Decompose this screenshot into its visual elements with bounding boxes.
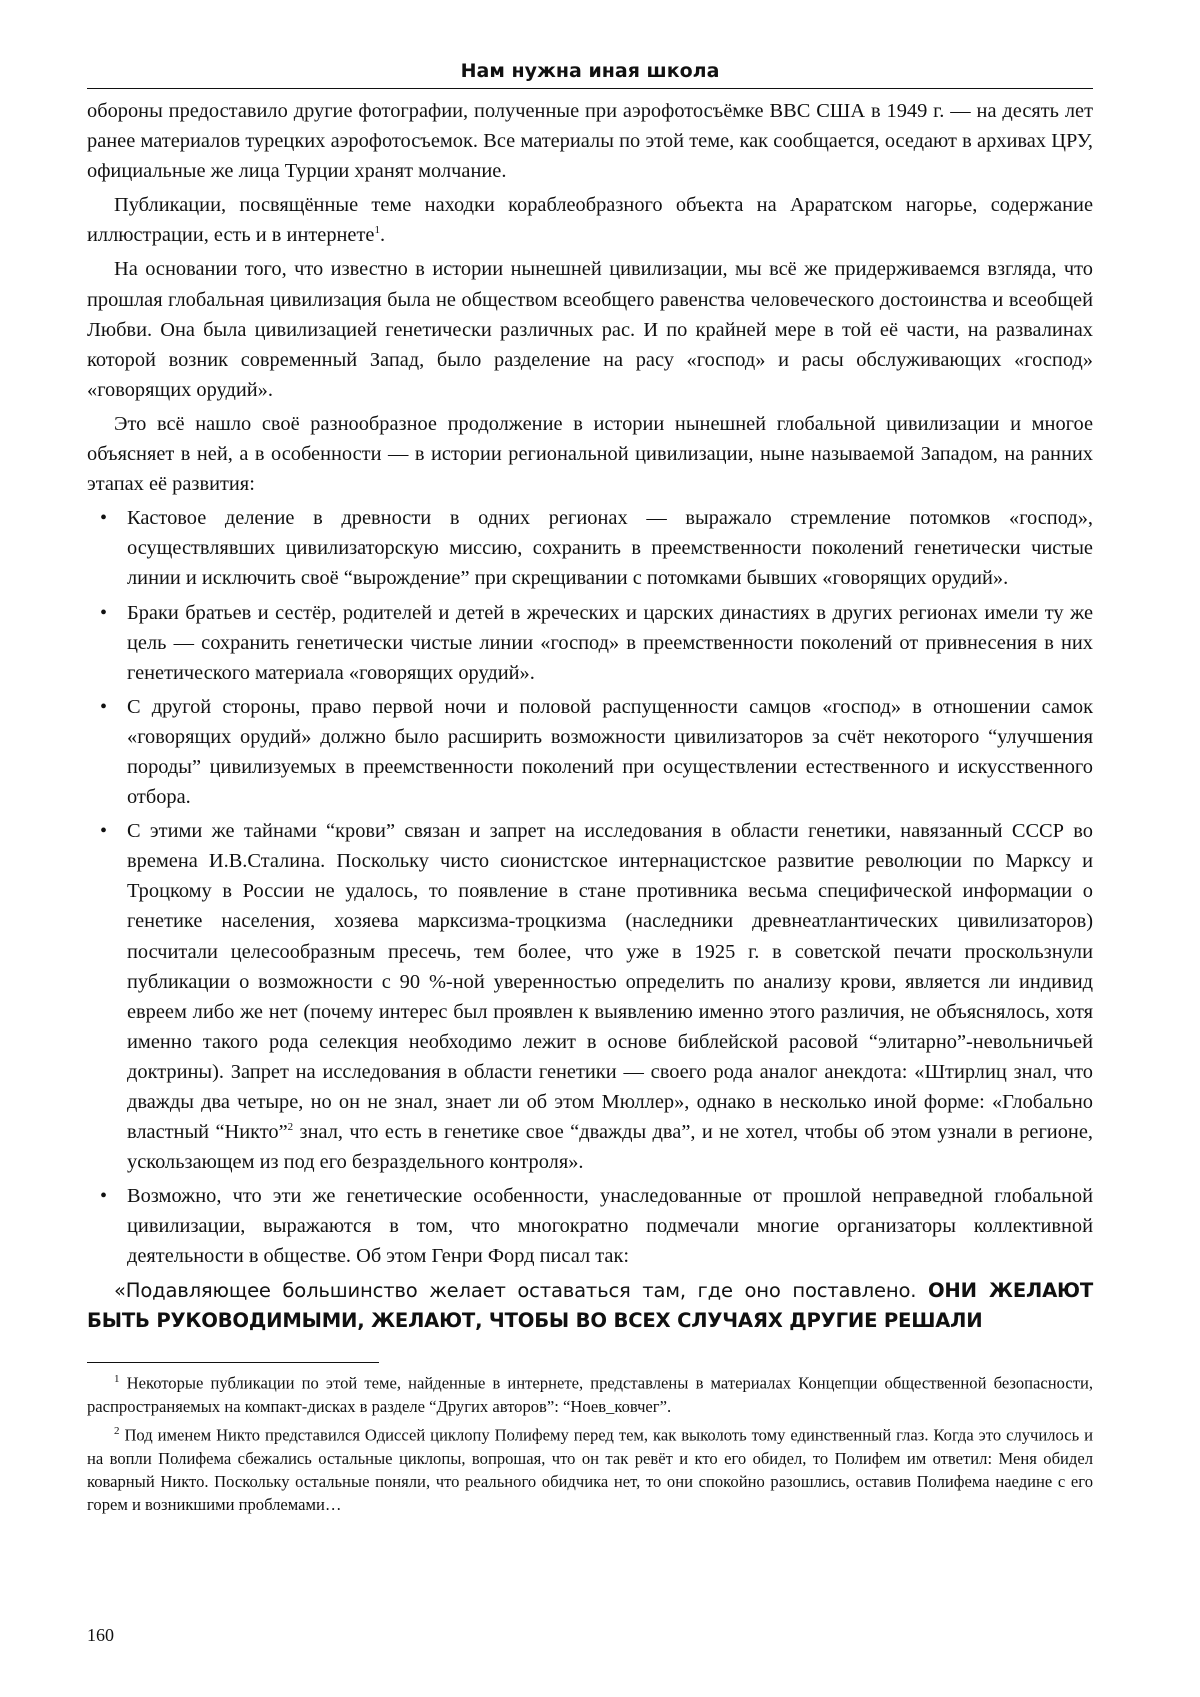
- footnote-rule: [87, 1362, 379, 1363]
- main-text: [87, 96, 1093, 1340]
- list-item-text: Возможно, что эти же генетические особенности, унаследованные от прошлой неправедной глобальной цивилизации, выражаются в том, что многократно подмечали многие организаторы коллективной деятельности в обществе. Об этом Генри Форд писал так:: [127, 1185, 1093, 1268]
- bullet-list: [87, 503, 1093, 1271]
- bullet-icon: •: [100, 601, 108, 624]
- list-item-text: Кастовое деление в древности в одних регионах — выражало стремление потомков «господ», осуществлявших цивилизаторскую миссию, сохранить в преемственности поколений генетически чистые линии и исключить своё “вырождение” при скрещивании с потомками бывших «говорящих орудий».: [127, 507, 1093, 590]
- paragraph: Это всё нашло своё разнообразное продолжение в истории нынешней глобальной цивилизации и многое объясняет в ней, а в особенности — в истории региональной цивилизации, ныне называемой Западом, на ранних этапах её развития:: [87, 412, 1093, 496]
- footnote-ref[interactable]: 1: [374, 224, 380, 237]
- paragraph-text: Публикации, посвящённые теме находки кораблеобразного объекта на Араратском нагорье, содержание иллюстрации, есть и в интернете: [87, 194, 1093, 247]
- footnote-text: Под именем Никто представился Одиссей циклопу Полифему перед тем, как выколоть тому единственный глаз. Когда это случилось и на вопли Полифема сбежались остальные циклопы, вопрошая, что он так ревёт и кто его обидел, то Полифем им ответил: Меня обидел коварный Никто. Поскольку остальные поняли, что реального обидчика нет, то они спокойно разошлись, оставив Полифема наедине с его горем и возникшими проблемами…: [87, 1425, 1093, 1515]
- quotation: [87, 1276, 1093, 1336]
- list-item: [87, 1181, 1093, 1271]
- paragraph: На основании того, что известно в истории нынешней цивилизации, мы всё же придерживаемся взгляда, что прошлая глобальная цивилизация была не обществом всеобщего равенства человеческого достоинства и всеобщей Любви. Она была цивилизацией генетически различных рас. И по крайней мере в той её части, на развалинах которой возник современный Запад, было разделение на расу «господ» и расы обслуживающих «господ» «говорящих орудий».: [87, 258, 1093, 401]
- bullet-icon: •: [100, 695, 108, 718]
- paragraph: Публикации, посвящённые теме находки кораблеобразного объекта на Араратском нагорье, содержание иллюстрации, есть и в интернете$^1$.: [87, 194, 1093, 247]
- paragraph: обороны предоставило другие фотографии, полученные при аэрофотосъёмке ВВС США в 1949 г. — на десять лет ранее материалов турецких аэрофотосъемок. Все материалы по этой теме, как сообщается, оседают в архивах ЦРУ, официальные же лица Турции хранят молчание.: [87, 100, 1093, 183]
- list-item: [87, 598, 1093, 688]
- list-item: [87, 692, 1093, 812]
- list-item: [87, 503, 1093, 593]
- header-rule: [87, 88, 1093, 89]
- footnote-text: Некоторые публикации по этой теме, найденные в интернете, представлены в материалах Концепции общественной безопасности, распространяемых на компакт-дисках в разделе “Других авторов”: “Ноев_ковчег”.: [87, 1373, 1093, 1416]
- footnote-number: 2: [114, 1424, 120, 1437]
- running-header: Нам нужна иная школа: [460, 60, 720, 82]
- page-number: 160: [87, 1625, 114, 1645]
- footnote: [87, 1368, 1093, 1418]
- bullet-icon: •: [100, 1185, 108, 1208]
- list-item-text: С этими же тайнами “крови” связан и запрет на исследования в области генетики, навязанный СССР во времена И.В.Сталина. Поскольку чисто сионистское интернацистское развитие революции по Марксу и Троцкому в России не удалось, то появление в стане противника весьма специфической информации о генетике населения, хозяева марксизма-троцкизма (наследники древнеатлантических цивилизаторов) посчитали целесообразным пресечь, тем более, что уже в 1925 г. в советской печати проскользнули публикации о возможности с 90 %-ной уверенностью определить по анализу крови, является ли индивид евреем либо же нет (почему интерес был проявлен к выявлению именно этого различия, не объяснялось, хотя именно такого рода селекция необходимо лежит в основе библейской расовой “элитарно”-невольничьей доктрины). Запрет на исследования в области генетики — своего рода аналог анекдота: «Штирлиц знал, что дважды два четыре, но он не знал, знает ли об этом Мюллер», однако в несколько иной форме: «Глобально властный “Никто”: [127, 820, 1093, 1144]
- list-item-text: Браки братьев и сестёр, родителей и детей в жреческих и царских династиях в других регионах имели ту же цель — сохранить генетически чистые линии «господ» в преемственности поколений от привнесения в них генетического материала «говорящих орудий».: [127, 601, 1093, 684]
- bullet-icon: •: [100, 820, 108, 843]
- list-item-text: знал, что есть в генетике свое “дважды два”, и не хотел, чтобы об этом узнали в регионе, ускользающем из под его безраздельного контроля».: [127, 1121, 1093, 1174]
- quote-text: «Подавляющее большинство желает оставаться там, где оно поставлено.: [114, 1278, 928, 1302]
- footnotes: [87, 1368, 1093, 1518]
- footnote-number: 1: [114, 1373, 120, 1385]
- bullet-icon: •: [100, 507, 108, 530]
- quote-emphasis: ОНИ ЖЕЛАЮТ БЫТЬ РУКОВОДИМЫМИ, ЖЕЛАЮТ, ЧТОБЫ ВО ВСЕХ СЛУЧАЯХ ДРУГИЕ РЕШАЛИ: [87, 1278, 1094, 1332]
- list-item: [87, 816, 1093, 1177]
- footnote: [87, 1420, 1093, 1516]
- footnote-ref[interactable]: 2: [287, 1121, 294, 1134]
- list-item-text: С другой стороны, право первой ночи и половой распущенности самцов «господ» в отношении самок «говорящих орудий» должно было расширить возможности цивилизаторов за счёт некоторого “улучшения породы” цивилизуемых в преемственности поколений при осуществлении естественного и искусственного отбора.: [127, 695, 1093, 809]
